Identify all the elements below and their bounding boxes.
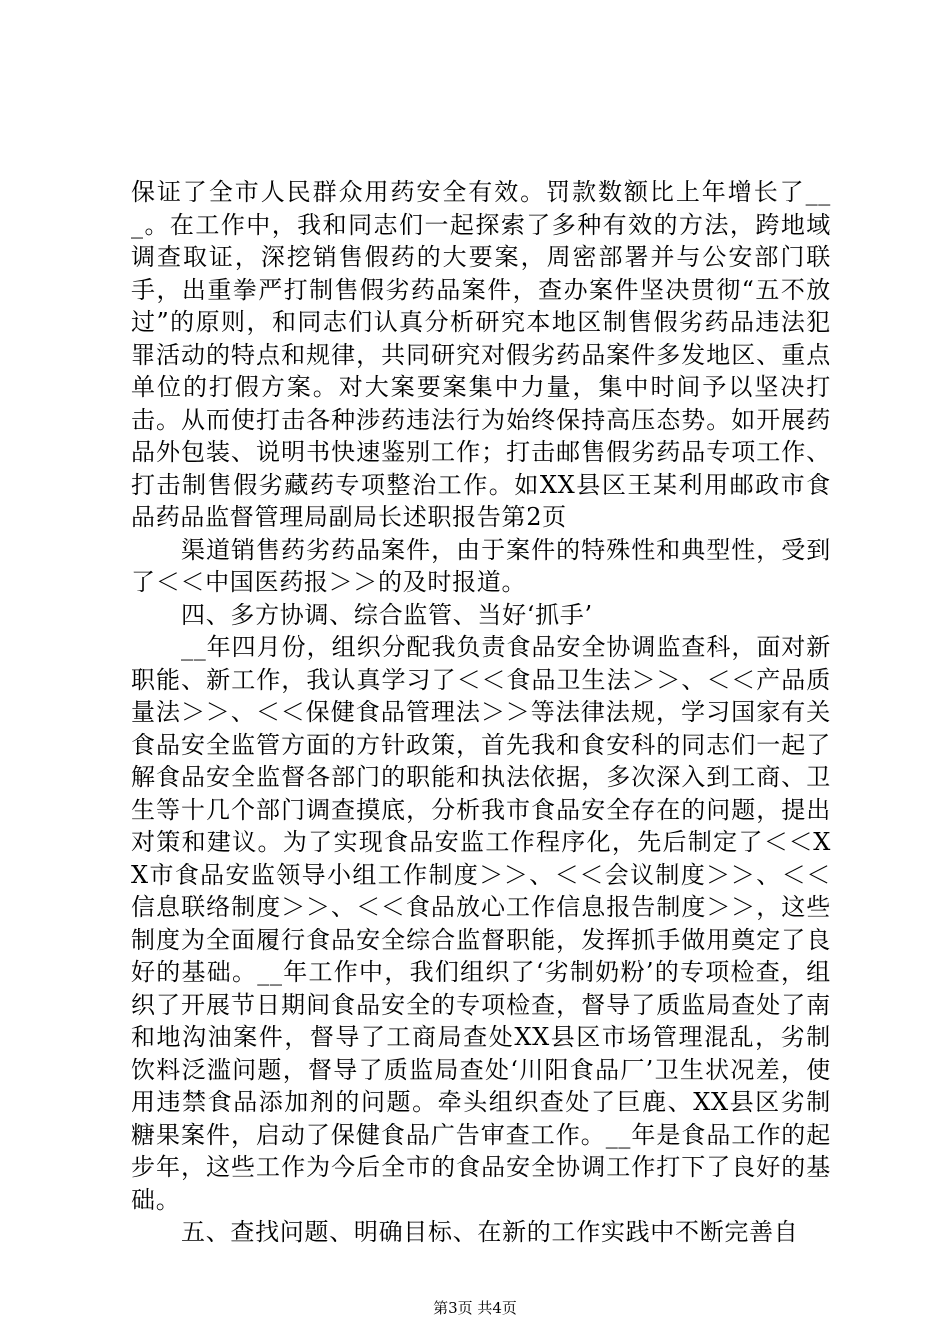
paragraph-4: __年四月份，组织分配我负责食品安全协调监查科，面对新职能、新工作，我认真学习了＜＜食品卫生法＞＞、＜＜产品质量法＞＞、＜＜保健食品管理法＞＞等法律法规，学习国家有关食品安全监管方面的方针政策，首先我和食安科的同志们一起了解食品安全监督各部门的职能和执法依据，多次深入到工商、卫生等十几个部门调查摸底，分析我市食品安全存在的问题，提出对策和建议。为了实现食品安监工作程序化，先后制定了＜＜XX市食品安监领导小组工作制度＞＞、＜＜会议制度＞＞、＜＜信息联络制度＞＞、＜＜食品放心工作信息报告制度＞＞，这些制度为全面履行食品安全综合监督职能，发挥抓手做用奠定了良好的基础。__年工作中，我们组织了‘劣制奶粉’的专项检查，组织了开展节日期间食品安全的专项检查，督导了质监局查处了南和地沟油案件，督导了工商局查处XX县区市场管理混乱，劣制饮料泛滥问题，督导了质监局查处‘川阳食品厂’卫生状况差，使用违禁食品添加剂的问题。牵头组织查处了巨鹿、XX县区劣制糖果案件，启动了保健食品广告审查工作。__年是食品工作的起步年，这些工作为今后全市的食品安全协调工作打下了良好的基础。	[131, 633, 831, 1214]
document-body	[131, 176, 831, 1249]
paragraph-2: 渠道销售药劣药品案件，由于案件的特殊性和典型性，受到了＜＜中国医药报＞＞的及时报道。	[131, 535, 831, 596]
section-heading-4: 四、多方协调、综合监管、当好‘抓手’	[181, 600, 593, 629]
section-heading-5: 五、查找问题、明确目标、在新的工作实践中不断完善自	[181, 1218, 799, 1246]
page-footer: 第3页 共4页	[433, 1299, 517, 1317]
paragraph-1: 保证了全市人民群众用药安全有效。罚款数额比上年增长了___。在工作中，我和同志们一起探索了多种有效的方法，跨地域调查取证，深挖销售假药的大要案，周密部署并与公安部门联手，出重拳严打制售假劣药品案件，查办案件坚决贯彻“五不放过”的原则，和同志们认真分析研究本地区制售假劣药品违法犯罪活动的特点和规律，共同研究对假劣药品案件多发地区、重点单位的打假方案。对大案要案集中力量，集中时间予以坚决打击。从而使打击各种涉药违法行为始终保持高压态势。如开展药品外包装、说明书快速鉴别工作；打击邮售假劣药品专项工作、打击制售假劣藏药专项整治工作。如XX县区王某利用邮政市食品药品监督管理局副局长述职报告第2页	[131, 178, 831, 531]
